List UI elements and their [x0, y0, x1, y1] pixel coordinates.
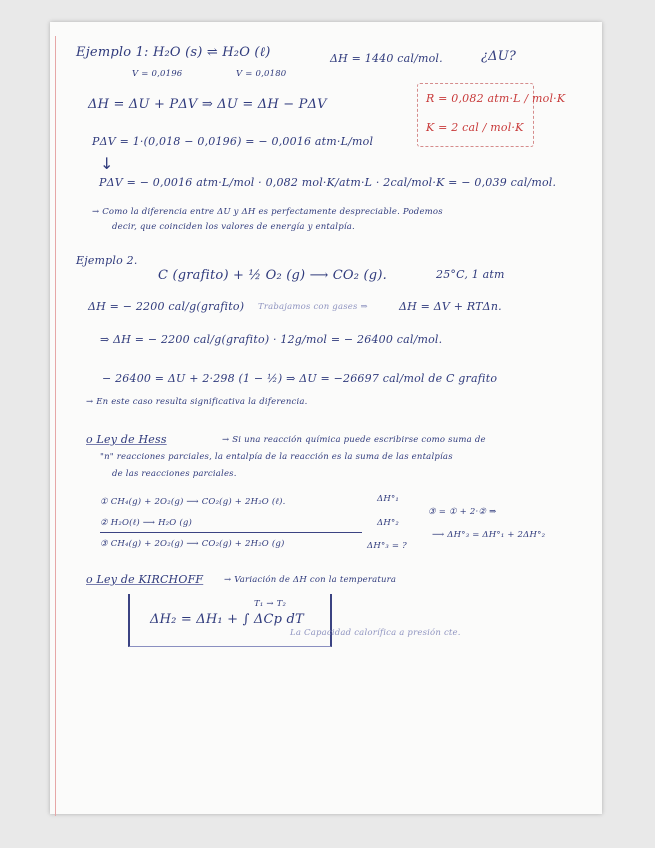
kirchhoff-note: La Capacidad calorífica a presión cte. — [290, 628, 461, 638]
hess-result: ⟶ ΔH°₃ = ΔH°₁ + 2ΔH°₂ — [432, 530, 546, 540]
hess-reaction2-enthalpy: ΔH°₂ — [377, 518, 400, 528]
sum-divider — [100, 532, 362, 533]
hess-reaction1: ① CH₄(g) + 2O₂(g) ⟶ CO₂(g) + 2H₂O (ℓ). — [100, 497, 286, 507]
example1-question: ¿ΔU? — [481, 49, 517, 64]
down-arrow-icon: ↓ — [100, 154, 114, 173]
example2-reaction: C (grafito) + ½ O₂ (g) ⟶ CO₂ (g). — [158, 268, 387, 283]
hess-line1: → Si una reacción química puede escribirse como suma de — [222, 435, 486, 445]
hess-line2: "n" reacciones parciales, la entalpía de la reacción es la suma de las entalpías — [100, 452, 453, 462]
kirchhoff-limits: T₁ → T₂ — [254, 599, 287, 609]
kirchhoff-description: → Variación de ΔH con la temperatura — [224, 575, 397, 585]
hess-reaction3: ③ CH₄(g) + 2O₂(g) ⟶ CO₂(g) + 2H₂O (g) — [100, 539, 285, 549]
example1-v-liquid: V = 0,0180 — [236, 69, 287, 79]
example2-conversion: ⇒ ΔH = − 2200 cal/g(grafito) · 12g/mol = − 26400 cal/mol. — [100, 333, 443, 346]
example1-note-line2: decir, que coinciden los valores de energía y entalpía. — [112, 222, 355, 232]
example1-v-solid: V = 0,0196 — [132, 69, 183, 79]
constant-r: R = 0,082 atm·L / mol·K — [426, 92, 566, 105]
example1-pdv-conversion: PΔV = − 0,0016 atm·L/mol · 0,082 mol·K/atm·L · 2cal/mol·K = − 0,039 cal/mol. — [99, 176, 557, 189]
hess-reaction2: ② H₂O(ℓ) ⟶ H₂O (g) — [100, 518, 193, 528]
example2-note: → En este caso resulta significativa la diferencia. — [86, 397, 308, 407]
example2-relation: ΔH = ΔV + RTΔn. — [399, 300, 502, 313]
hess-sum: ③ = ① + 2·② ⇒ — [428, 507, 497, 517]
example1-note-line1: → Como la diferencia entre ΔU y ΔH es perfectamente despreciable. Podemos — [92, 207, 443, 217]
example2-header: Ejemplo 2. — [76, 254, 138, 267]
example1-equation: ΔH = ΔU + PΔV ⇒ ΔU = ΔH − PΔV — [88, 97, 327, 112]
example1-pdv: PΔV = 1·(0,018 − 0,0196) = − 0,0016 atm·L/mol — [92, 135, 374, 148]
example2-gases-note: Trabajamos con gases ⇒ — [258, 302, 368, 312]
hess-reaction3-enthalpy: ΔH°₃ = ? — [367, 541, 407, 551]
example2-enthalpy: ΔH = − 2200 cal/g(grafito) — [88, 300, 245, 313]
hess-line3: de las reacciones parciales. — [112, 469, 237, 479]
hess-title: o Ley de Hess — [86, 433, 167, 446]
kirchhoff-equation: ΔH₂ = ΔH₁ + ∫ ΔCp dT — [150, 612, 304, 627]
kirchhoff-title: o Ley de KIRCHOFF — [86, 573, 204, 586]
example1-header: Ejemplo 1: H₂O (s) ⇌ H₂O (ℓ) — [76, 45, 271, 60]
example2-internal-energy: − 26400 = ΔU + 2·298 (1 − ½) ⇒ ΔU = −26697 cal/mol de C grafito — [102, 372, 498, 385]
margin-line — [55, 36, 56, 816]
example2-conditions: 25°C, 1 atm — [436, 268, 505, 281]
example1-enthalpy: ΔH = 1440 cal/mol. — [330, 52, 443, 65]
hess-reaction1-enthalpy: ΔH°₁ — [377, 494, 400, 504]
constant-k: K = 2 cal / mol·K — [426, 121, 524, 134]
